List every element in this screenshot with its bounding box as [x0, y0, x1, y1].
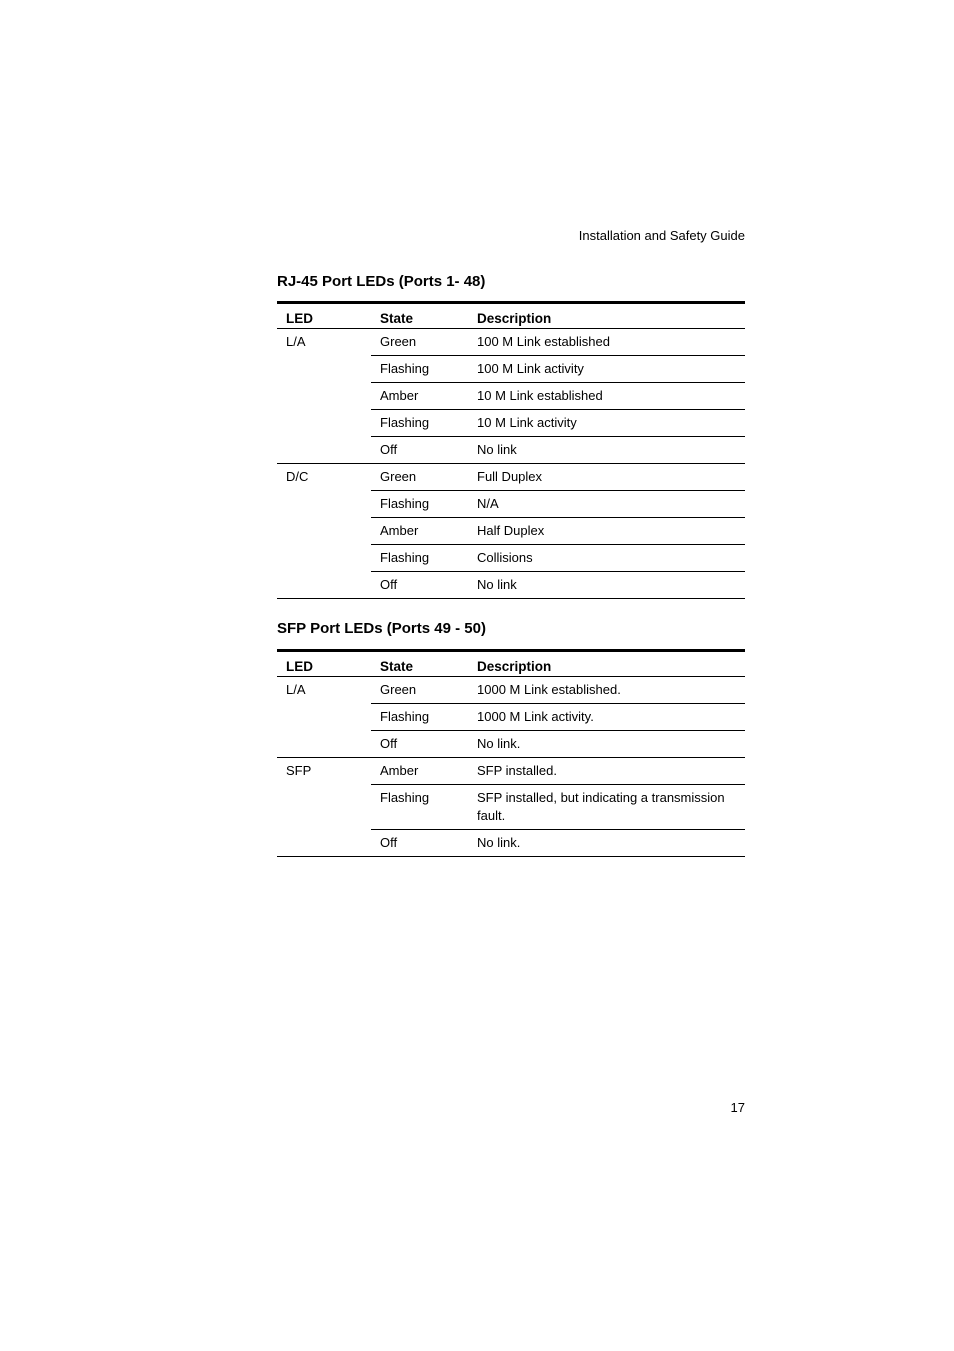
description-cell: SFP installed, but indicating a transmission fault.	[468, 785, 745, 830]
page-number: 17	[730, 1100, 745, 1115]
state-cell: Green	[371, 329, 468, 356]
column-header-state: State	[371, 651, 468, 677]
led-cell: D/C	[277, 464, 371, 599]
description-cell: Full Duplex	[468, 464, 745, 491]
column-header-led: LED	[277, 303, 371, 329]
description-cell: 100 M Link established	[468, 329, 745, 356]
led-cell: L/A	[277, 329, 371, 464]
state-cell: Flashing	[371, 491, 468, 518]
state-cell: Off	[371, 830, 468, 857]
description-cell: N/A	[468, 491, 745, 518]
column-header-description: Description	[468, 303, 745, 329]
description-cell: Collisions	[468, 545, 745, 572]
description-cell: No link.	[468, 830, 745, 857]
table-row	[277, 677, 745, 704]
state-cell: Amber	[371, 518, 468, 545]
state-cell: Amber	[371, 758, 468, 785]
state-cell: Flashing	[371, 356, 468, 383]
table-header-row	[277, 303, 745, 329]
state-cell: Green	[371, 677, 468, 704]
table-row	[277, 758, 745, 785]
column-header-state: State	[371, 303, 468, 329]
rj45-table-title: RJ-45 Port LEDs (Ports 1- 48)	[277, 273, 486, 290]
sfp-led-table	[277, 649, 745, 857]
description-cell: SFP installed.	[468, 758, 745, 785]
description-cell: 1000 M Link established.	[468, 677, 745, 704]
state-cell: Flashing	[371, 410, 468, 437]
table-row	[277, 464, 745, 491]
state-cell: Off	[371, 437, 468, 464]
led-cell: SFP	[277, 758, 371, 857]
table-row	[277, 329, 745, 356]
description-cell: No link	[468, 437, 745, 464]
state-cell: Off	[371, 731, 468, 758]
state-cell: Flashing	[371, 545, 468, 572]
rj45-led-table	[277, 301, 745, 599]
state-cell: Off	[371, 572, 468, 599]
description-cell: No link.	[468, 731, 745, 758]
state-cell: Amber	[371, 383, 468, 410]
table-header-row	[277, 651, 745, 677]
description-cell: No link	[468, 572, 745, 599]
column-header-description: Description	[468, 651, 745, 677]
state-cell: Green	[371, 464, 468, 491]
description-cell: 10 M Link activity	[468, 410, 745, 437]
description-cell: 100 M Link activity	[468, 356, 745, 383]
description-cell: Half Duplex	[468, 518, 745, 545]
description-cell: 10 M Link established	[468, 383, 745, 410]
running-header: Installation and Safety Guide	[578, 228, 745, 243]
sfp-table-title: SFP Port LEDs (Ports 49 - 50)	[277, 620, 486, 637]
state-cell: Flashing	[371, 704, 468, 731]
led-cell: L/A	[277, 677, 371, 758]
description-cell: 1000 M Link activity.	[468, 704, 745, 731]
state-cell: Flashing	[371, 785, 468, 830]
column-header-led: LED	[277, 651, 371, 677]
